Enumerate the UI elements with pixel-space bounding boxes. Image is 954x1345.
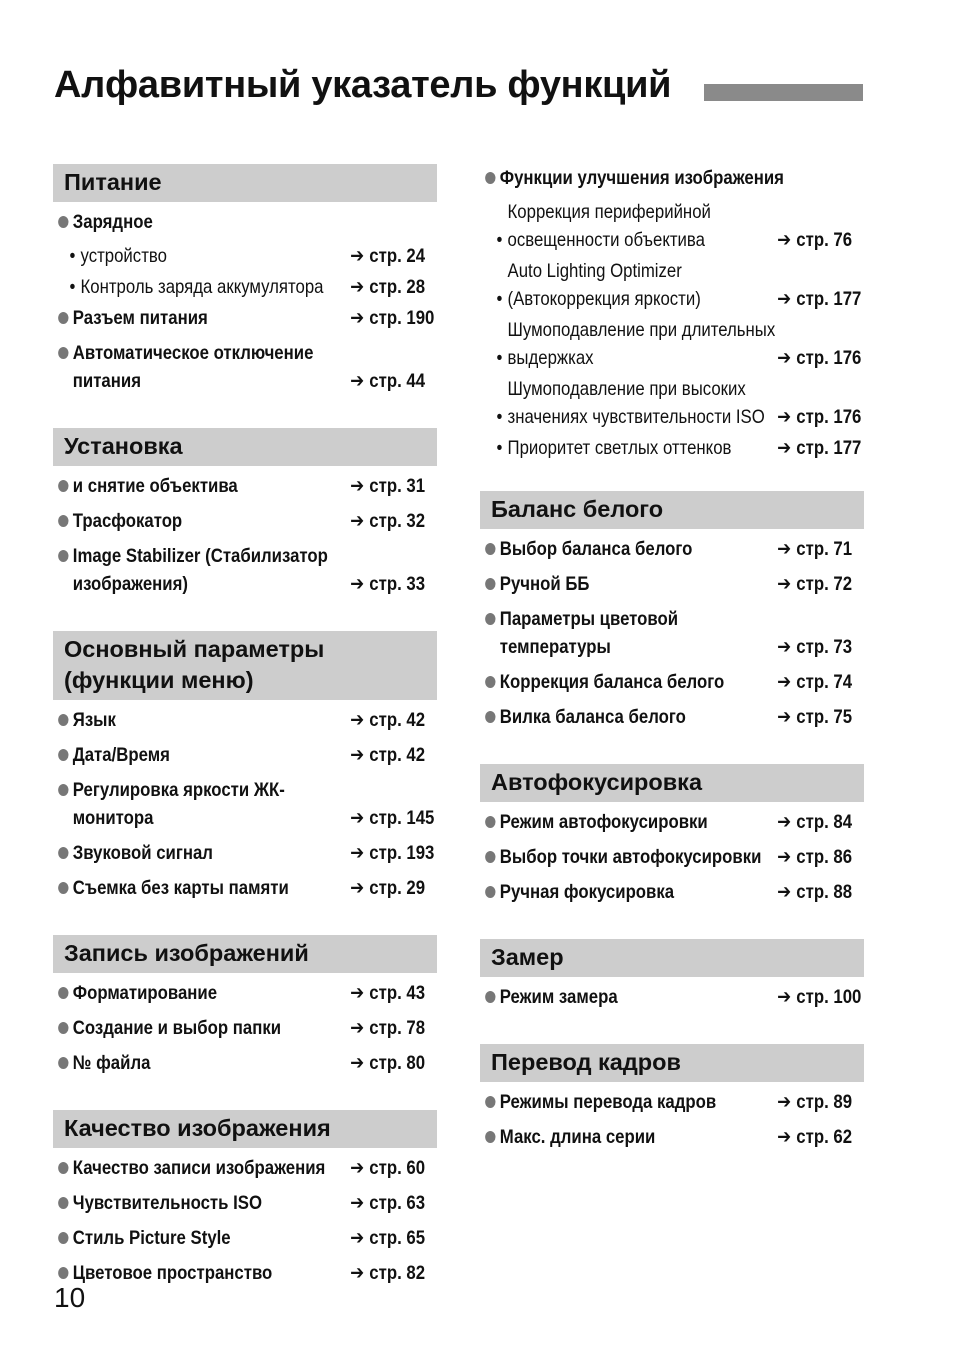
bullet-circle-icon [58,312,68,324]
page-number-ref: стр. 89 [796,1091,853,1113]
page-reference [777,535,863,563]
bullet-circle-icon [58,480,68,492]
page-number-ref: стр. 62 [796,1126,853,1148]
arrow-right-icon: ➔ [777,437,792,459]
page-reference [777,843,863,871]
index-entry [53,979,436,1007]
index-entry [480,808,863,836]
page-reference [350,741,436,769]
bullet-circle-icon [58,216,68,228]
arrow-right-icon: ➔ [777,229,792,251]
section-heading: Основный параметры (функции меню) [53,631,437,700]
index-entry [480,843,863,871]
entry-label: Чувствительность ISO [72,1192,262,1214]
index-entry [480,1123,863,1151]
entry-label: Шумоподавление при длительных выдержках [507,319,776,369]
index-entry [53,542,436,598]
index-entry [53,1154,436,1182]
page-reference [777,808,863,836]
arrow-right-icon: ➔ [350,1017,365,1039]
bullet-dot-icon: • [69,276,76,298]
bullet-circle-icon [58,347,68,359]
page-reference [777,570,863,598]
entry-label: Режим автофокусировки [499,811,708,833]
index-group-heading [53,208,436,236]
index-section [480,491,864,731]
page-number-ref: стр. 63 [369,1192,426,1214]
bullet-circle-icon [58,550,68,562]
page-reference [350,1224,436,1252]
bullet-circle-icon [485,851,495,863]
page-number-ref: стр. 78 [369,1017,426,1039]
page-reference [350,273,436,301]
arrow-right-icon: ➔ [350,1052,365,1074]
entry-label: Выбор точки автофокусировки [499,846,762,868]
page-number-ref: стр. 76 [796,229,853,251]
arrow-right-icon: ➔ [350,307,365,329]
entry-label: Image Stabilizer (Стабилизатор изображения) [72,545,328,595]
page-number-ref: стр. 82 [369,1262,426,1284]
index-section [480,764,864,906]
page-number-ref: стр. 28 [369,276,426,298]
bullet-dot-icon: • [496,229,503,251]
index-entry [480,983,863,1011]
arrow-right-icon: ➔ [777,881,792,903]
index-section [53,935,437,1077]
page-reference [777,983,863,1011]
bullet-circle-icon [485,172,495,184]
page-number-ref: стр. 24 [369,245,426,267]
index-group-heading [480,164,863,192]
page-number: 10 [54,1282,86,1313]
index-section [480,939,864,1011]
index-entry [480,605,863,661]
page-reference [350,472,436,500]
bullet-circle-icon [485,578,495,590]
arrow-right-icon: ➔ [777,706,792,728]
arrow-right-icon: ➔ [350,709,365,731]
section-heading: Перевод кадров [480,1044,864,1082]
entry-label: Приоритет светлых оттенков [507,437,732,459]
entry-label: Функции улучшения изображения [499,167,784,189]
index-subentry [480,198,863,254]
bullet-circle-icon [485,543,495,555]
arrow-right-icon: ➔ [777,288,792,310]
page-reference [350,979,436,1007]
title-decoration-bar [704,84,863,101]
page-number-ref: стр. 177 [796,288,862,310]
entry-label: Ручная фокусировка [499,881,675,903]
page-reference [350,804,436,832]
entry-label: Контроль заряда аккумулятора [80,276,324,298]
arrow-right-icon: ➔ [350,276,365,298]
arrow-right-icon: ➔ [777,406,792,428]
entry-label: Стиль Picture Style [72,1227,231,1249]
section-heading: Запись изображений [53,935,437,973]
entry-label: и снятие объектива [72,475,238,497]
index-entry [480,668,863,696]
index-entry [53,507,436,535]
index-entry [480,535,863,563]
arrow-right-icon: ➔ [350,744,365,766]
entry-label: Съемка без карты памяти [72,877,289,899]
page-reference [350,839,436,867]
arrow-right-icon: ➔ [350,475,365,497]
bullet-circle-icon [58,1232,68,1244]
entry-label: Создание и выбор папки [72,1017,282,1039]
arrow-right-icon: ➔ [350,245,365,267]
page-number-ref: стр. 75 [796,706,853,728]
entry-label: Ручной ББ [499,573,590,595]
entry-label: Параметры цветовой температуры [499,608,679,658]
entry-label: Звуковой сигнал [72,842,213,864]
page-reference [350,1014,436,1042]
page-number-ref: стр. 33 [369,573,426,595]
arrow-right-icon: ➔ [777,573,792,595]
index-entry [480,1088,863,1116]
page-reference [350,304,436,332]
bullet-circle-icon [58,749,68,761]
page-reference [350,1154,436,1182]
arrow-right-icon: ➔ [777,347,792,369]
page-number-ref: стр. 88 [796,881,853,903]
page-number-ref: стр. 74 [796,671,853,693]
index-subentry [53,273,436,301]
page-reference [777,1123,863,1151]
bullet-circle-icon [485,816,495,828]
bullet-circle-icon [58,847,68,859]
left-column [53,164,437,1294]
arrow-right-icon: ➔ [350,982,365,1004]
index-entry [480,570,863,598]
entry-label: Язык [72,709,116,731]
page-reference [350,367,436,395]
entry-label: Коррекция периферийной освещенности объектива [507,201,711,251]
index-section [53,631,437,902]
page-reference [777,633,863,661]
index-entry [53,1224,436,1252]
section-heading: Качество изображения [53,1110,437,1148]
bullet-circle-icon [485,613,495,625]
bullet-circle-icon [485,676,495,688]
bullet-circle-icon [58,1197,68,1209]
right-column [480,164,864,1158]
page-number-ref: стр. 42 [369,744,426,766]
page-number-ref: стр. 100 [796,986,862,1008]
index-subentry [480,375,863,431]
index-entry [53,741,436,769]
page-reference [777,285,863,313]
index-entry [53,776,436,832]
bullet-dot-icon: • [496,288,503,310]
arrow-right-icon: ➔ [777,811,792,833]
page-reference [777,668,863,696]
entry-label: Шумоподавление при высоких значениях чувствительности ISO [507,378,765,428]
bullet-circle-icon [485,1096,495,1108]
entry-label: Auto Lighting Optimizer (Автокоррекция яркости) [507,260,701,310]
page-reference [777,344,863,372]
page-reference [777,1088,863,1116]
section-heading: Установка [53,428,437,466]
page-number-ref: стр. 32 [369,510,426,532]
page-reference [350,507,436,535]
bullet-circle-icon [58,882,68,894]
page-number-ref: стр. 29 [369,877,426,899]
entry-label: Автоматическое отключение питания [72,342,314,392]
section-heading: Баланс белого [480,491,864,529]
arrow-right-icon: ➔ [350,842,365,864]
bullet-circle-icon [485,886,495,898]
page-reference [350,1259,436,1287]
entry-label: Макс. длина серии [499,1126,656,1148]
arrow-right-icon: ➔ [350,370,365,392]
index-section [53,1110,437,1287]
index-entry [53,1259,436,1287]
page-reference [777,403,863,431]
index-entry [53,874,436,902]
index-entry [53,339,436,395]
entry-label: Зарядное [72,211,153,233]
page-number-ref: стр. 177 [796,437,862,459]
entry-label: Трасфокатор [72,510,183,532]
entry-label: Дата/Время [72,744,170,766]
page-number-ref: стр. 84 [796,811,853,833]
index-section [53,428,437,598]
bullet-circle-icon [58,987,68,999]
arrow-right-icon: ➔ [350,1227,365,1249]
page-number-ref: стр. 71 [796,538,853,560]
page-reference [777,434,863,462]
page-number-ref: стр. 65 [369,1227,426,1249]
page-reference [350,874,436,902]
arrow-right-icon: ➔ [350,510,365,532]
arrow-right-icon: ➔ [777,846,792,868]
arrow-right-icon: ➔ [350,573,365,595]
entry-label: Выбор баланса белого [499,538,693,560]
page-reference [350,1189,436,1217]
arrow-right-icon: ➔ [350,807,365,829]
bullet-circle-icon [485,1131,495,1143]
section-heading: Питание [53,164,437,202]
page-reference [777,703,863,731]
page-reference [350,706,436,734]
page-number-ref: стр. 176 [796,406,862,428]
entry-label: Режим замера [499,986,618,1008]
entry-label: Форматирование [72,982,218,1004]
bullet-circle-icon [485,711,495,723]
page-number-ref: стр. 190 [369,307,435,329]
bullet-dot-icon: • [496,437,503,459]
bullet-circle-icon [58,784,68,796]
entry-label: № файла [72,1052,151,1074]
arrow-right-icon: ➔ [350,877,365,899]
entry-label: Коррекция баланса белого [499,671,725,693]
page-number-ref: стр. 176 [796,347,862,369]
index-entry [480,703,863,731]
arrow-right-icon: ➔ [777,636,792,658]
page-reference [777,878,863,906]
bullet-dot-icon: • [496,406,503,428]
index-entry [53,839,436,867]
entry-label: Качество записи изображения [72,1157,326,1179]
index-entry [480,878,863,906]
entry-label: Регулировка яркости ЖК-монитора [72,779,285,829]
index-entry [53,1049,436,1077]
arrow-right-icon: ➔ [350,1262,365,1284]
page-title: Алфавитный указатель функций [54,64,672,106]
page-number-ref: стр. 60 [369,1157,426,1179]
bullet-circle-icon [58,714,68,726]
bullet-circle-icon [58,515,68,527]
bullet-dot-icon: • [69,245,76,267]
arrow-right-icon: ➔ [777,1091,792,1113]
bullet-circle-icon [485,991,495,1003]
index-subentry [480,316,863,372]
page-number-ref: стр. 42 [369,709,426,731]
index-subentry [480,434,863,462]
arrow-right-icon: ➔ [777,986,792,1008]
page-number-ref: стр. 193 [369,842,435,864]
bullet-circle-icon [58,1162,68,1174]
index-subentry [53,242,436,270]
index-subentry [480,257,863,313]
section-heading: Замер [480,939,864,977]
page-number-ref: стр. 31 [369,475,426,497]
page-number-ref: стр. 43 [369,982,426,1004]
index-section [480,164,864,462]
entry-label: Режимы перевода кадров [499,1091,717,1113]
page-reference [350,242,436,270]
index-entry [53,1189,436,1217]
page-number-ref: стр. 145 [369,807,435,829]
page-number-ref: стр. 80 [369,1052,426,1074]
index-section [53,164,437,395]
page-reference [350,1049,436,1077]
arrow-right-icon: ➔ [777,538,792,560]
bullet-circle-icon [58,1267,68,1279]
entry-label: устройство [80,245,167,267]
index-section [480,1044,864,1151]
entry-label: Разъем питания [72,307,208,329]
page-reference [777,226,863,254]
arrow-right-icon: ➔ [350,1192,365,1214]
arrow-right-icon: ➔ [777,1126,792,1148]
bullet-circle-icon [58,1057,68,1069]
section-heading: Автофокусировка [480,764,864,802]
bullet-circle-icon [58,1022,68,1034]
arrow-right-icon: ➔ [777,671,792,693]
page-number-ref: стр. 72 [796,573,853,595]
index-entry [53,1014,436,1042]
entry-label: Цветовое пространство [72,1262,273,1284]
page-number-ref: стр. 44 [369,370,426,392]
page-reference [350,570,436,598]
index-entry [53,304,436,332]
arrow-right-icon: ➔ [350,1157,365,1179]
index-entry [53,706,436,734]
entry-label: Вилка баланса белого [499,706,686,728]
index-entry [53,472,436,500]
page-number-ref: стр. 73 [796,636,853,658]
page-number-ref: стр. 86 [796,846,853,868]
bullet-dot-icon: • [496,347,503,369]
